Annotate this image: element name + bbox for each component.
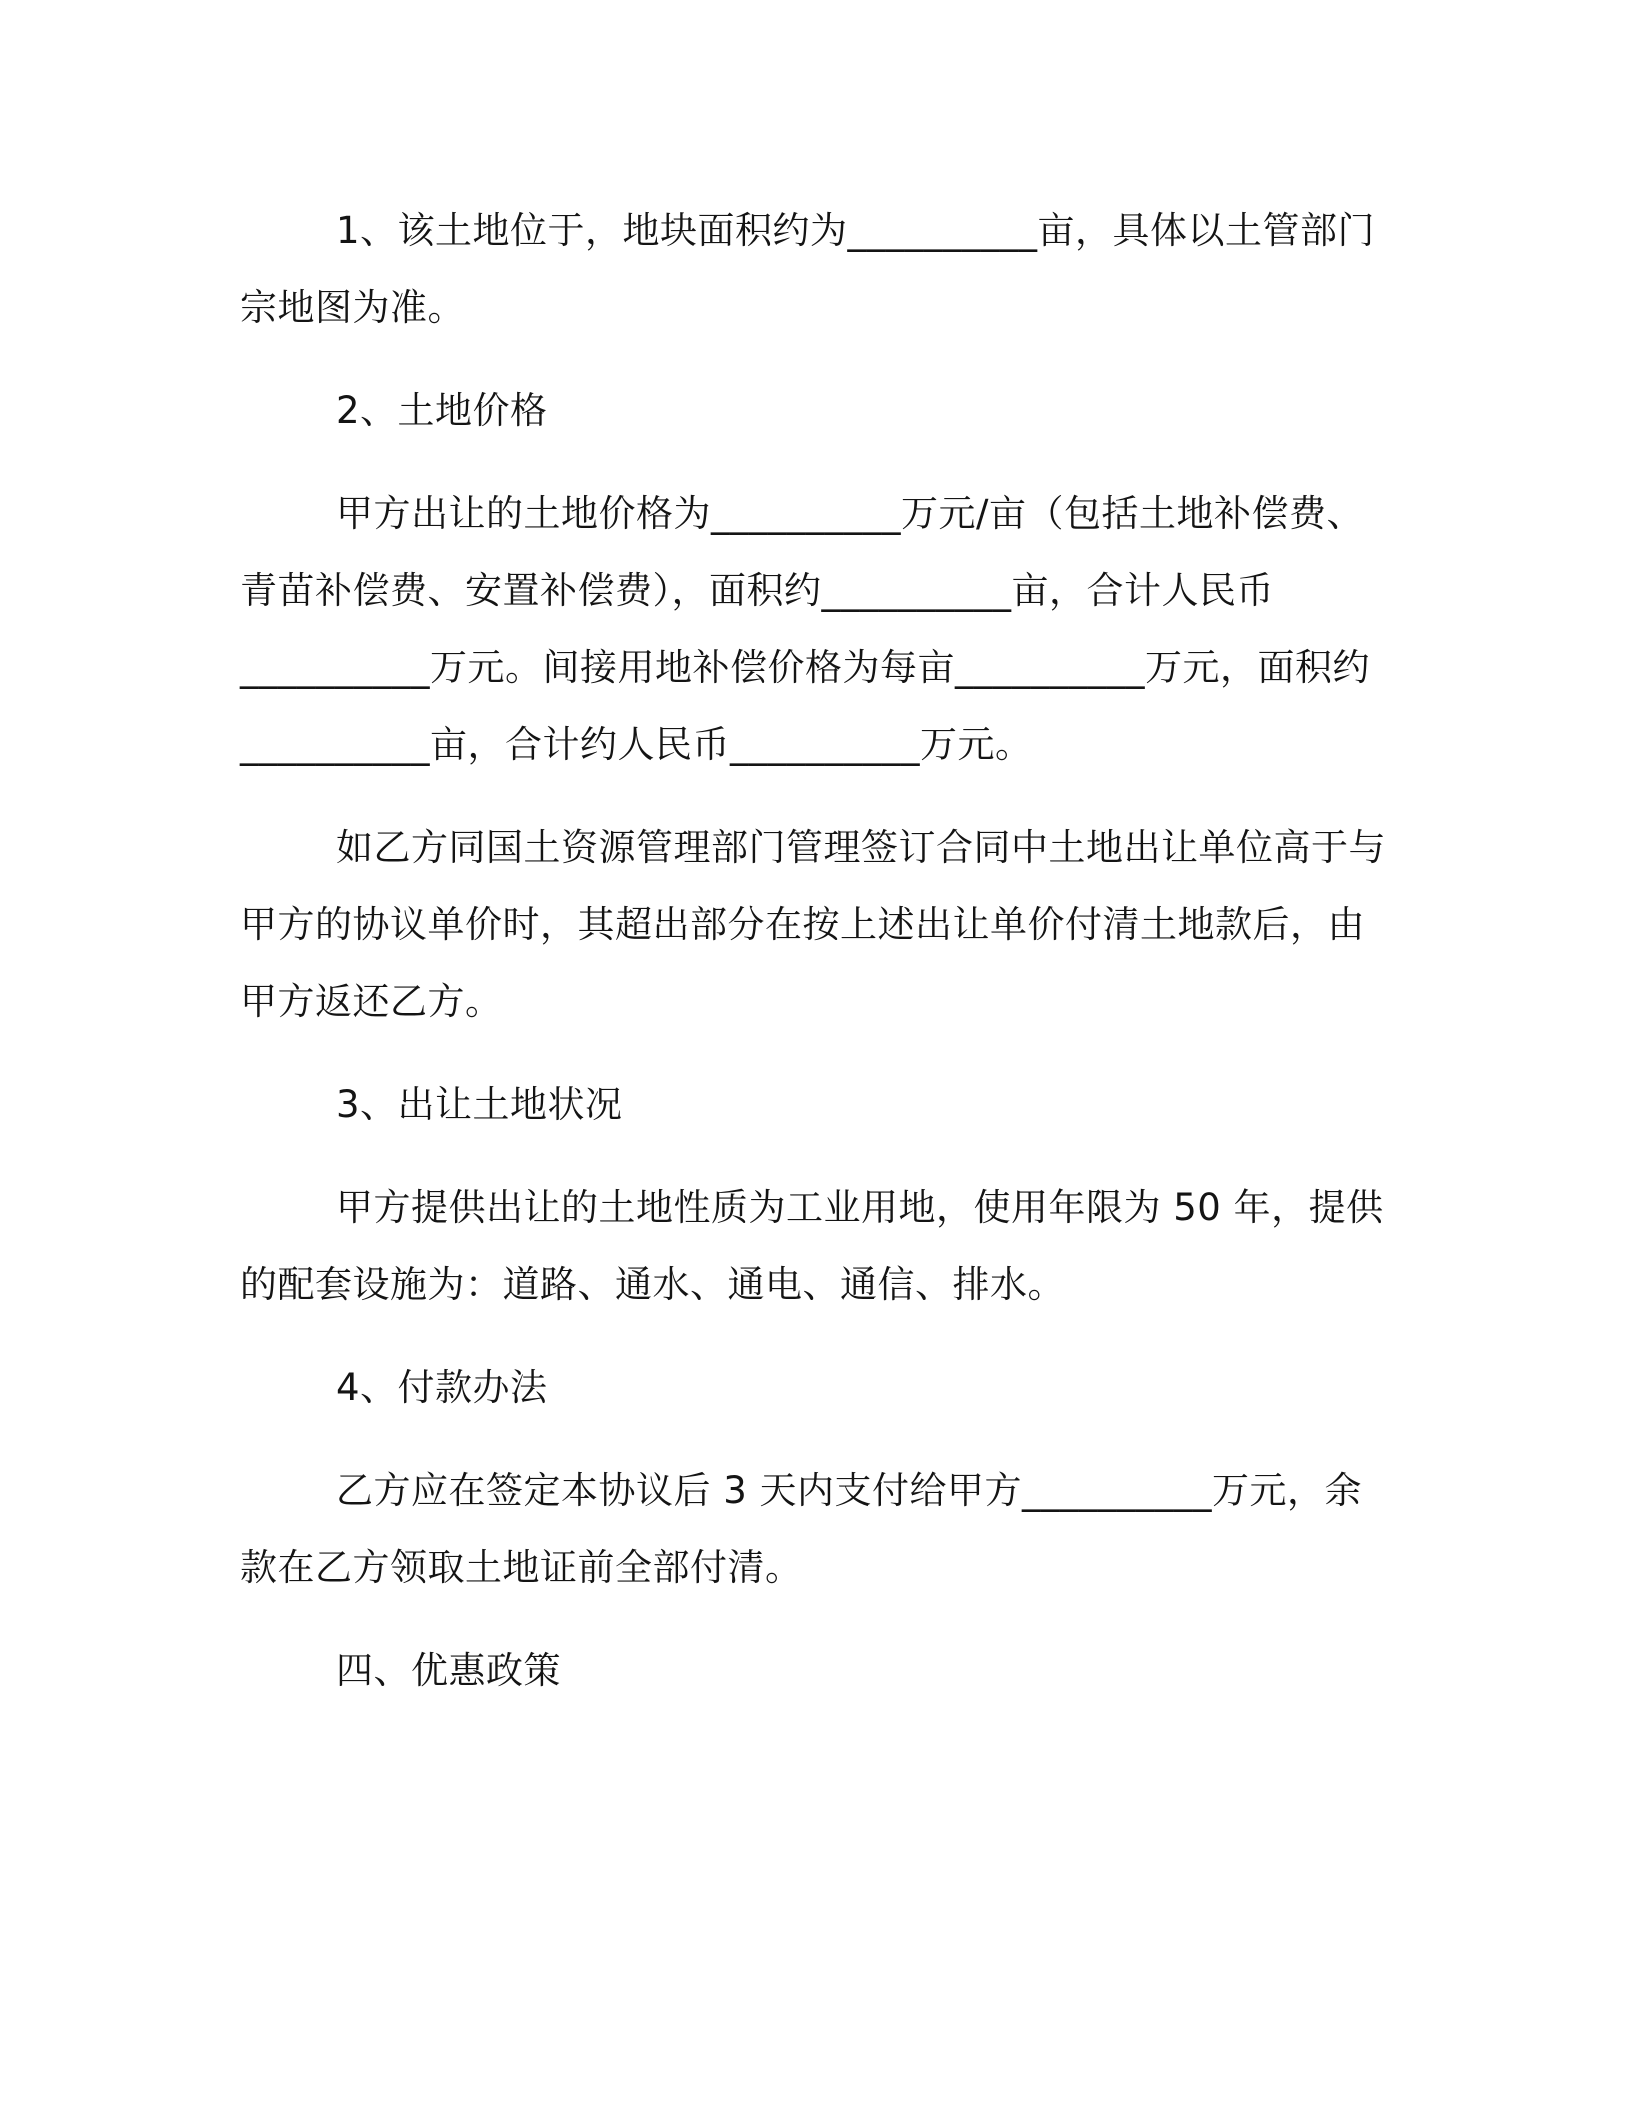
- paragraph-land-price: 甲方出让的土地价格为__________万元/亩（包括土地补偿费、青苗补偿费、安置补偿费），面积约__________亩，合计人民币__________万元。间接用地补偿价格为每亩__________万元，面积约__________亩，合计约人民币__________万元。: [240, 492, 1370, 766]
- section-heading-land-status: 3、出让土地状况: [336, 1083, 623, 1126]
- section-heading-land-price: 2、土地价格: [336, 389, 548, 432]
- paragraph-price-difference: 如乙方同国土资源管理部门管理签订合同中土地出让单位高于与甲方的协议单价时，其超出部分在按上述出让单价付清土地款后，由甲方返还乙方。: [240, 826, 1386, 1023]
- paragraph-land-status: 甲方提供出让的土地性质为工业用地，使用年限为 50 年，提供的配套设施为：道路、通水、通电、通信、排水。: [240, 1186, 1384, 1306]
- section-heading-preferential-policy: 四、优惠政策: [336, 1649, 561, 1692]
- paragraph-land-location: 1、该土地位于，地块面积约为__________亩，具体以土管部门宗地图为准。: [240, 209, 1376, 329]
- paragraph-payment: 乙方应在签定本协议后 3 天内支付给甲方__________万元，余款在乙方领取土地证前全部付清。: [240, 1469, 1363, 1589]
- document-body: [240, 192, 1390, 1735]
- section-heading-payment: 4、付款办法: [336, 1366, 548, 1409]
